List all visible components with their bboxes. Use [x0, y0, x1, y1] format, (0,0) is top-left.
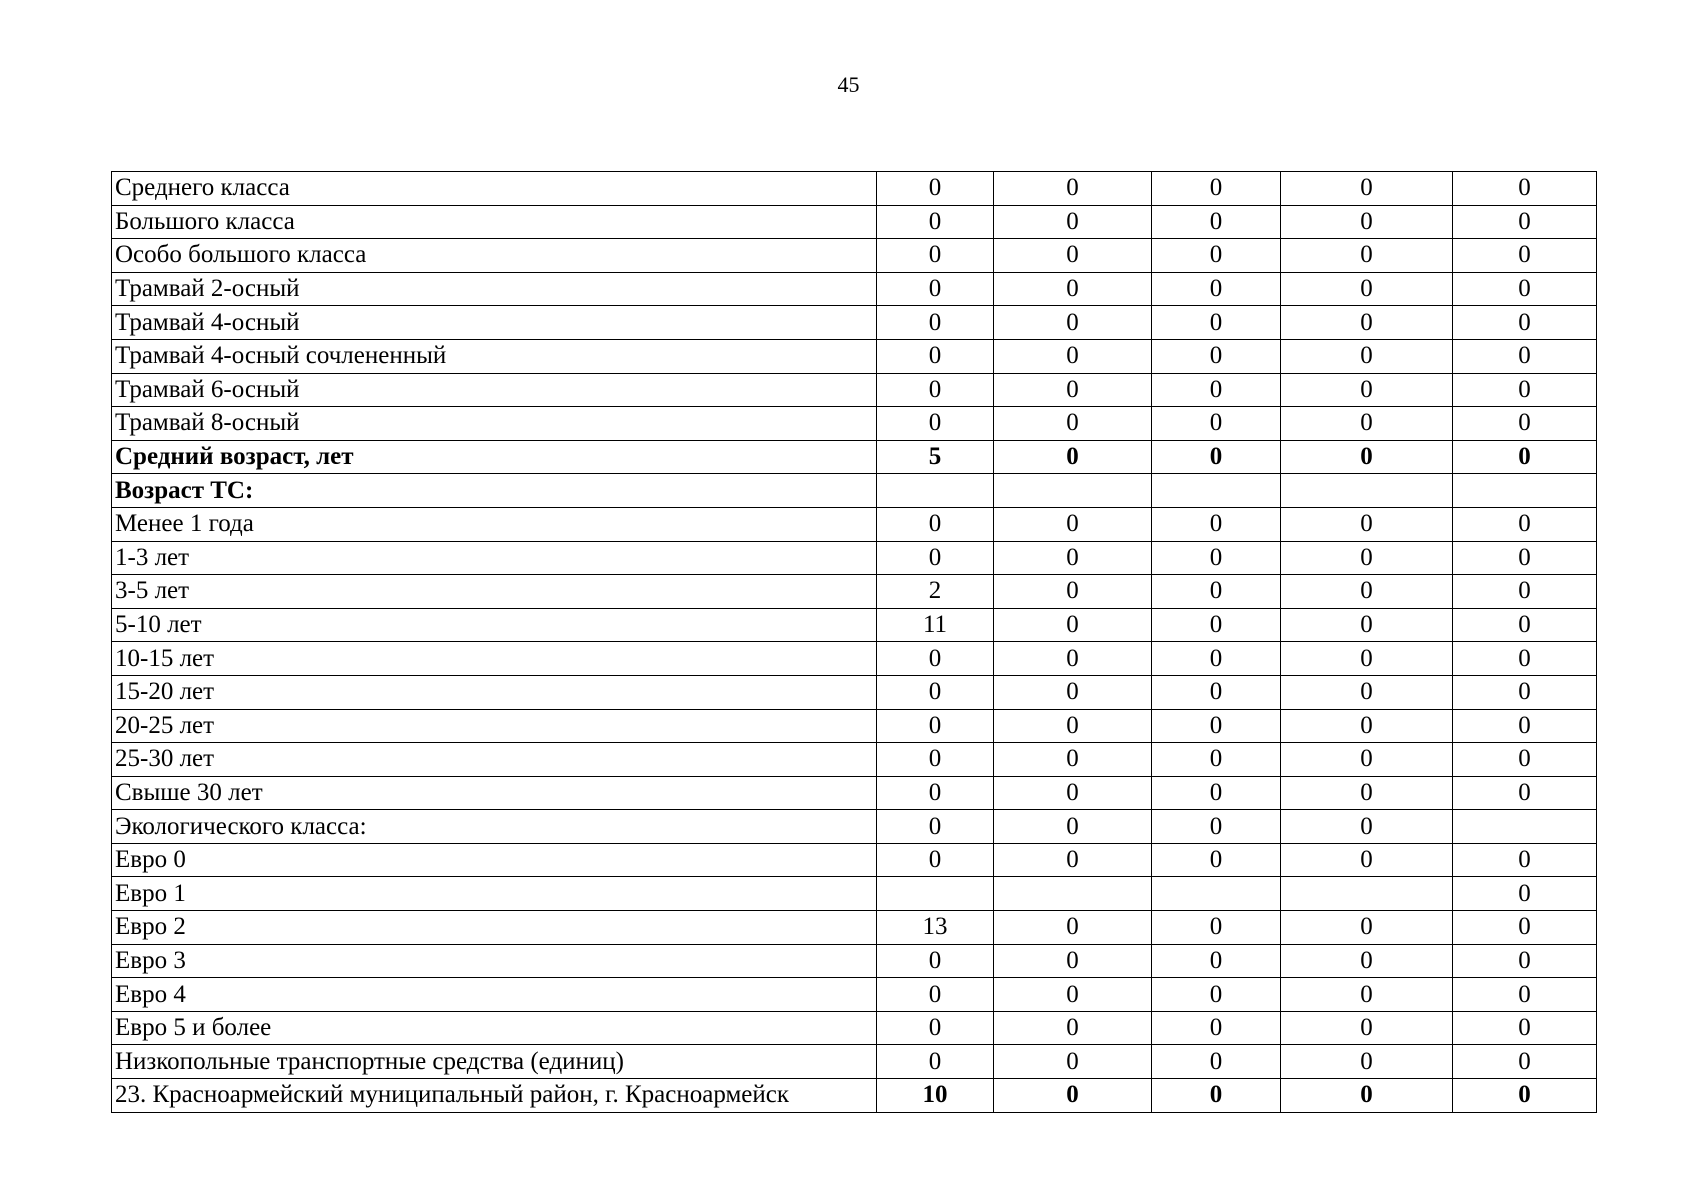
row-label: 5-10 лет [112, 608, 877, 642]
value-cell: 0 [1152, 978, 1281, 1012]
value-cell: 0 [994, 541, 1152, 575]
value-cell: 0 [1152, 575, 1281, 609]
value-cell: 0 [1453, 407, 1597, 441]
value-cell: 0 [994, 944, 1152, 978]
value-cell: 0 [994, 675, 1152, 709]
value-cell: 0 [1152, 1011, 1281, 1045]
value-cell: 0 [1281, 272, 1453, 306]
row-label: Низкопольные транспортные средства (единиц) [112, 1045, 877, 1079]
value-cell: 0 [1453, 1011, 1597, 1045]
value-cell: 0 [1152, 239, 1281, 273]
value-cell: 0 [994, 507, 1152, 541]
value-cell: 0 [1152, 205, 1281, 239]
value-cell: 0 [994, 1079, 1152, 1113]
value-cell: 0 [1281, 1011, 1453, 1045]
value-cell: 0 [994, 339, 1152, 373]
value-cell: 0 [1152, 944, 1281, 978]
value-cell: 0 [877, 339, 994, 373]
value-cell: 0 [1453, 575, 1597, 609]
value-cell: 0 [877, 709, 994, 743]
row-label: Трамвай 2-осный [112, 272, 877, 306]
value-cell [1281, 877, 1453, 911]
value-cell: 0 [877, 978, 994, 1012]
value-cell: 0 [1453, 1045, 1597, 1079]
value-cell: 0 [994, 608, 1152, 642]
value-cell: 0 [1152, 407, 1281, 441]
row-label: Средний возраст, лет [112, 440, 877, 474]
row-label: Евро 3 [112, 944, 877, 978]
table-row [112, 339, 1597, 373]
value-cell: 0 [1281, 373, 1453, 407]
table-row [112, 474, 1597, 508]
row-label: Евро 2 [112, 911, 877, 945]
value-cell: 0 [1453, 776, 1597, 810]
value-cell: 0 [1152, 642, 1281, 676]
table-row [112, 944, 1597, 978]
row-label: 25-30 лет [112, 743, 877, 777]
page-number: 45 [837, 72, 860, 97]
value-cell: 0 [1453, 373, 1597, 407]
table-row [112, 172, 1597, 206]
value-cell: 0 [877, 1011, 994, 1045]
value-cell: 0 [1281, 608, 1453, 642]
value-cell: 0 [1281, 675, 1453, 709]
value-cell: 0 [994, 373, 1152, 407]
table-row [112, 440, 1597, 474]
value-cell: 0 [1453, 978, 1597, 1012]
value-cell: 0 [1453, 306, 1597, 340]
value-cell: 0 [1281, 944, 1453, 978]
value-cell: 0 [994, 810, 1152, 844]
value-cell: 0 [1152, 339, 1281, 373]
value-cell: 0 [1152, 1079, 1281, 1113]
value-cell: 0 [994, 306, 1152, 340]
value-cell: 0 [877, 172, 994, 206]
value-cell: 0 [1281, 911, 1453, 945]
value-cell: 0 [877, 843, 994, 877]
value-cell: 11 [877, 608, 994, 642]
value-cell: 0 [1281, 306, 1453, 340]
value-cell: 0 [1152, 843, 1281, 877]
row-label: 10-15 лет [112, 642, 877, 676]
table-row [112, 911, 1597, 945]
table-row [112, 843, 1597, 877]
value-cell: 0 [877, 239, 994, 273]
value-cell: 0 [1152, 776, 1281, 810]
table-row [112, 1011, 1597, 1045]
value-cell: 0 [1281, 978, 1453, 1012]
value-cell: 0 [1281, 642, 1453, 676]
value-cell: 0 [1453, 272, 1597, 306]
value-cell: 0 [1453, 675, 1597, 709]
row-label: Особо большого класса [112, 239, 877, 273]
value-cell: 0 [877, 1045, 994, 1079]
value-cell [1152, 474, 1281, 508]
value-cell: 10 [877, 1079, 994, 1113]
value-cell: 0 [1281, 810, 1453, 844]
table-row [112, 306, 1597, 340]
value-cell: 0 [1453, 843, 1597, 877]
value-cell: 0 [877, 407, 994, 441]
value-cell: 0 [1281, 743, 1453, 777]
value-cell [1453, 810, 1597, 844]
table-row [112, 877, 1597, 911]
row-label: Евро 4 [112, 978, 877, 1012]
value-cell [877, 877, 994, 911]
value-cell: 0 [1453, 239, 1597, 273]
value-cell: 0 [1152, 709, 1281, 743]
value-cell: 0 [1281, 541, 1453, 575]
value-cell: 0 [877, 642, 994, 676]
value-cell [994, 877, 1152, 911]
value-cell: 0 [1281, 407, 1453, 441]
table-row [112, 1045, 1597, 1079]
value-cell: 0 [994, 205, 1152, 239]
row-label: Трамвай 6-осный [112, 373, 877, 407]
value-cell: 0 [994, 709, 1152, 743]
table-row [112, 608, 1597, 642]
row-label: Трамвай 4-осный сочлененный [112, 339, 877, 373]
table-row [112, 541, 1597, 575]
value-cell: 0 [1453, 642, 1597, 676]
value-cell: 0 [994, 1045, 1152, 1079]
value-cell: 0 [1453, 709, 1597, 743]
value-cell [994, 474, 1152, 508]
value-cell: 0 [1152, 911, 1281, 945]
row-label: Евро 5 и более [112, 1011, 877, 1045]
table-row [112, 743, 1597, 777]
value-cell: 13 [877, 911, 994, 945]
value-cell [1281, 474, 1453, 508]
value-cell [1152, 877, 1281, 911]
value-cell: 0 [1152, 608, 1281, 642]
value-cell: 0 [994, 575, 1152, 609]
table-row [112, 373, 1597, 407]
value-cell: 0 [1453, 339, 1597, 373]
row-label: 20-25 лет [112, 709, 877, 743]
table-row [112, 675, 1597, 709]
table-row [112, 575, 1597, 609]
value-cell: 0 [877, 776, 994, 810]
row-label: Трамвай 4-осный [112, 306, 877, 340]
value-cell: 0 [1453, 507, 1597, 541]
row-label: Трамвай 8-осный [112, 407, 877, 441]
value-cell: 0 [994, 172, 1152, 206]
value-cell: 0 [994, 407, 1152, 441]
value-cell: 0 [1152, 440, 1281, 474]
value-cell: 0 [877, 507, 994, 541]
value-cell: 0 [877, 743, 994, 777]
value-cell: 0 [994, 743, 1152, 777]
value-cell: 0 [1281, 776, 1453, 810]
row-label: 15-20 лет [112, 675, 877, 709]
row-label: Экологического класса: [112, 810, 877, 844]
value-cell: 0 [1281, 239, 1453, 273]
value-cell: 0 [1281, 1079, 1453, 1113]
table-row [112, 239, 1597, 273]
value-cell: 0 [994, 239, 1152, 273]
value-cell: 0 [1152, 810, 1281, 844]
value-cell: 0 [994, 272, 1152, 306]
value-cell: 0 [1453, 440, 1597, 474]
table-row [112, 709, 1597, 743]
table-body [112, 172, 1597, 1113]
value-cell: 0 [1152, 675, 1281, 709]
row-label: Возраст ТС: [112, 474, 877, 508]
table-row [112, 407, 1597, 441]
value-cell: 0 [877, 272, 994, 306]
value-cell: 0 [994, 776, 1152, 810]
table-row [112, 272, 1597, 306]
value-cell: 0 [877, 810, 994, 844]
row-label: Евро 1 [112, 877, 877, 911]
value-cell: 0 [877, 205, 994, 239]
row-label: Среднего класса [112, 172, 877, 206]
value-cell: 0 [1152, 1045, 1281, 1079]
value-cell: 0 [1453, 608, 1597, 642]
row-label: Большого класса [112, 205, 877, 239]
row-label: Евро 0 [112, 843, 877, 877]
value-cell: 0 [1453, 541, 1597, 575]
value-cell: 0 [877, 306, 994, 340]
value-cell [877, 474, 994, 508]
row-label: Свыше 30 лет [112, 776, 877, 810]
value-cell: 0 [1281, 575, 1453, 609]
value-cell: 0 [1281, 709, 1453, 743]
row-label: Менее 1 года [112, 507, 877, 541]
value-cell: 0 [1281, 440, 1453, 474]
value-cell: 0 [1453, 743, 1597, 777]
vehicle-statistics-table [111, 171, 1597, 1113]
value-cell: 0 [1281, 205, 1453, 239]
value-cell: 0 [877, 373, 994, 407]
value-cell: 0 [1152, 306, 1281, 340]
value-cell: 0 [877, 541, 994, 575]
value-cell: 0 [1281, 339, 1453, 373]
value-cell: 0 [1152, 373, 1281, 407]
table-row [112, 642, 1597, 676]
value-cell: 0 [1152, 272, 1281, 306]
table-row [112, 1079, 1597, 1113]
table-row [112, 978, 1597, 1012]
value-cell: 0 [1281, 843, 1453, 877]
value-cell: 0 [994, 440, 1152, 474]
value-cell: 0 [1453, 205, 1597, 239]
value-cell: 0 [877, 675, 994, 709]
value-cell: 0 [1152, 172, 1281, 206]
value-cell: 0 [1453, 877, 1597, 911]
table-row [112, 810, 1597, 844]
value-cell: 2 [877, 575, 994, 609]
value-cell: 0 [1281, 507, 1453, 541]
value-cell: 0 [877, 944, 994, 978]
row-label: 3-5 лет [112, 575, 877, 609]
value-cell: 0 [994, 1011, 1152, 1045]
value-cell: 0 [1281, 1045, 1453, 1079]
value-cell: 0 [1152, 743, 1281, 777]
row-label: 1-3 лет [112, 541, 877, 575]
value-cell: 0 [1453, 1079, 1597, 1113]
table-row [112, 507, 1597, 541]
value-cell: 0 [994, 978, 1152, 1012]
value-cell: 0 [994, 911, 1152, 945]
value-cell [1453, 474, 1597, 508]
row-label: 23. Красноармейский муниципальный район, г. Красноармейск [112, 1079, 877, 1113]
value-cell: 0 [1152, 541, 1281, 575]
value-cell: 0 [1152, 507, 1281, 541]
value-cell: 5 [877, 440, 994, 474]
value-cell: 0 [1453, 172, 1597, 206]
value-cell: 0 [1453, 944, 1597, 978]
value-cell: 0 [994, 843, 1152, 877]
value-cell: 0 [994, 642, 1152, 676]
table-row [112, 776, 1597, 810]
value-cell: 0 [1281, 172, 1453, 206]
table-row [112, 205, 1597, 239]
value-cell: 0 [1453, 911, 1597, 945]
